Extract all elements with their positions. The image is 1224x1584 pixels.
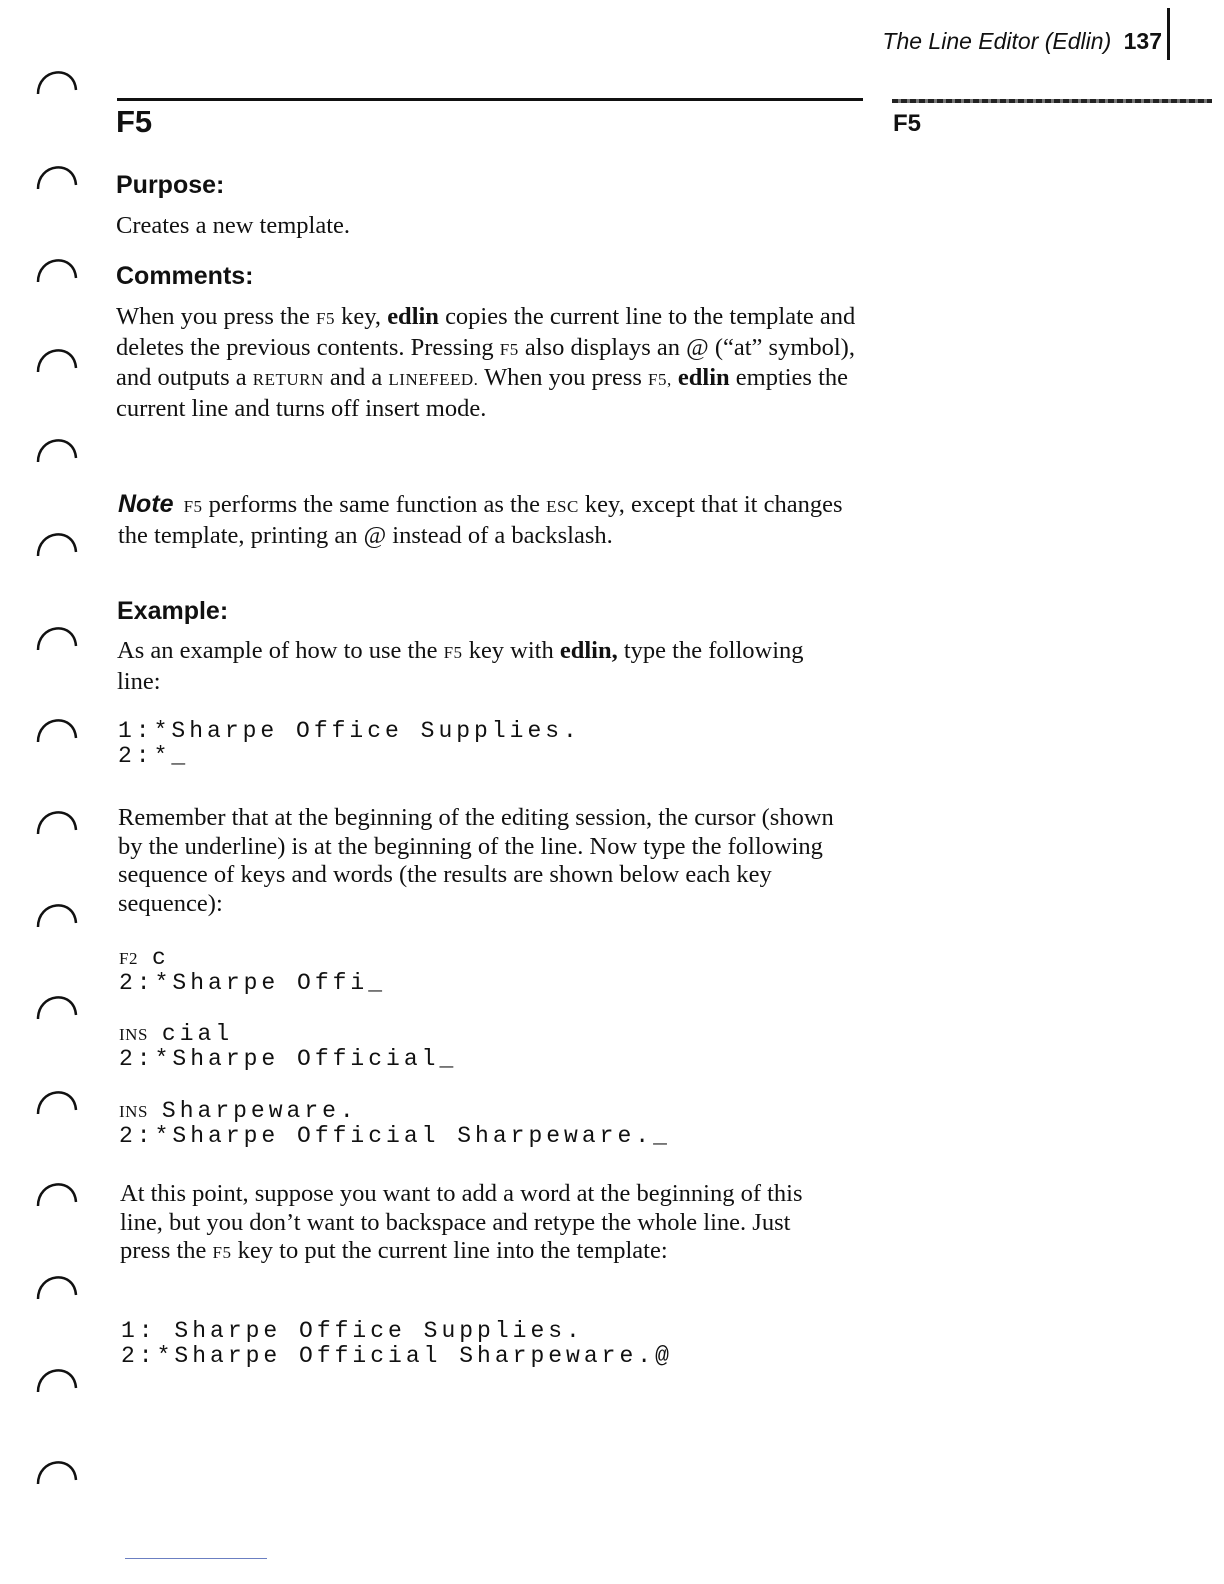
command-name: edlin [387, 303, 439, 330]
binder-hole-icon [34, 1358, 78, 1394]
key-name: F5 [499, 339, 519, 359]
code-block-2 [121, 1319, 673, 1369]
code-line: 1: Sharpe Office Supplies. [121, 1318, 584, 1344]
code-line: 1:*Sharpe Office Supplies. [118, 718, 581, 744]
key-name: F5 [183, 497, 203, 516]
text-run: and a [329, 364, 383, 391]
note-paragraph [118, 490, 868, 550]
text-run: type the following line: [117, 637, 804, 695]
running-header [882, 28, 1162, 55]
text-run: When you press [484, 364, 642, 391]
key-name: F5 [316, 309, 336, 328]
binder-hole-icon [34, 1265, 78, 1301]
step-1 [119, 944, 386, 996]
text-run: key, except that it changes the template, printing an @ instead of a backslash. [118, 491, 843, 549]
binder-hole-icon [34, 708, 78, 744]
binder-hole-icon [34, 985, 78, 1021]
text-run: key, [341, 303, 382, 330]
key-name: F5, [648, 370, 672, 389]
binder-hole-icon [34, 800, 78, 836]
step-key: INS [119, 1025, 148, 1044]
binder-hole-icon [34, 1080, 78, 1116]
step-typed: c [151, 945, 170, 971]
text-run: copies the current line to the template and deletes the previous contents. Pressing [116, 303, 856, 361]
example-intro [117, 637, 817, 696]
header-title: The Line Editor (Edlin) [882, 28, 1112, 54]
binder-hole-icon [34, 616, 78, 652]
example-paragraph-3 [120, 1180, 840, 1268]
key-name: LINEFEED. [388, 370, 479, 389]
binder-hole-icon [34, 522, 78, 558]
code-block-1 [118, 719, 581, 769]
text-run: As an example of how to use the [117, 637, 438, 664]
footer-rule [125, 1558, 267, 1559]
key-name: F5 [212, 1243, 232, 1262]
binder-hole-icon [34, 338, 78, 374]
side-heading-rule [892, 99, 1212, 103]
example-heading: Example: [117, 597, 229, 625]
note-label: Note [118, 490, 174, 518]
purpose-text: Creates a new template. [116, 212, 351, 239]
code-line: 2:*_ [118, 743, 190, 769]
page-number: 137 [1123, 28, 1162, 54]
binder-hole-icon [34, 1172, 78, 1208]
key-name: ESC [546, 497, 579, 516]
binder-hole-icon [34, 155, 78, 191]
purpose-heading: Purpose: [116, 171, 225, 199]
header-divider [1167, 8, 1170, 60]
step-typed: Sharpeware. [161, 1098, 358, 1124]
binder-hole-icon [34, 1450, 78, 1486]
binder-hole-icon [34, 893, 78, 929]
side-heading: F5 [893, 110, 922, 137]
text-run: When you press the [116, 303, 310, 330]
binder-hole-icon [34, 248, 78, 284]
key-name: RETURN [252, 370, 324, 389]
text-run: key to put the current line into the template: [237, 1237, 668, 1264]
text-run: At this point, suppose you want to add a word at the beginning of this line, but you don’t want to backspace and retype the whole line. Just press the [120, 1180, 803, 1264]
step-result: 2:*Sharpe Official Sharpeware._ [119, 1123, 671, 1149]
step-result: 2:*Sharpe Official_ [119, 1046, 458, 1072]
binder-hole-icon [34, 60, 78, 96]
text-run: empties the current line and turns off insert mode. [116, 364, 849, 422]
command-name: edlin, [559, 637, 618, 664]
text-run: performs the same function as the [208, 491, 540, 518]
binder-hole-icon [34, 428, 78, 464]
step-result: 2:*Sharpe Offi_ [119, 970, 387, 996]
heading-rule [117, 98, 863, 101]
step-typed: cial [161, 1021, 234, 1047]
comments-heading: Comments: [116, 262, 254, 290]
text-run: key with [468, 637, 554, 664]
step-key: F2 [119, 949, 138, 968]
example-paragraph-2: Remember that at the beginning of the editing session, the cursor (shown by the underline) is at the beginning of the line. Now type the following sequence of keys and words (the results are shown below each key sequence): [118, 804, 834, 917]
comments-paragraph [116, 303, 856, 423]
code-line: 2:*Sharpe Official Sharpeware.@ [121, 1343, 673, 1369]
key-name: F5 [443, 643, 463, 662]
step-2 [119, 1020, 457, 1072]
step-key: INS [119, 1102, 148, 1121]
text-run: also displays an @ (“at” symbol), and outputs a [116, 333, 855, 391]
page-heading: F5 [116, 104, 153, 139]
step-3 [119, 1097, 671, 1149]
command-name: edlin [677, 364, 730, 391]
